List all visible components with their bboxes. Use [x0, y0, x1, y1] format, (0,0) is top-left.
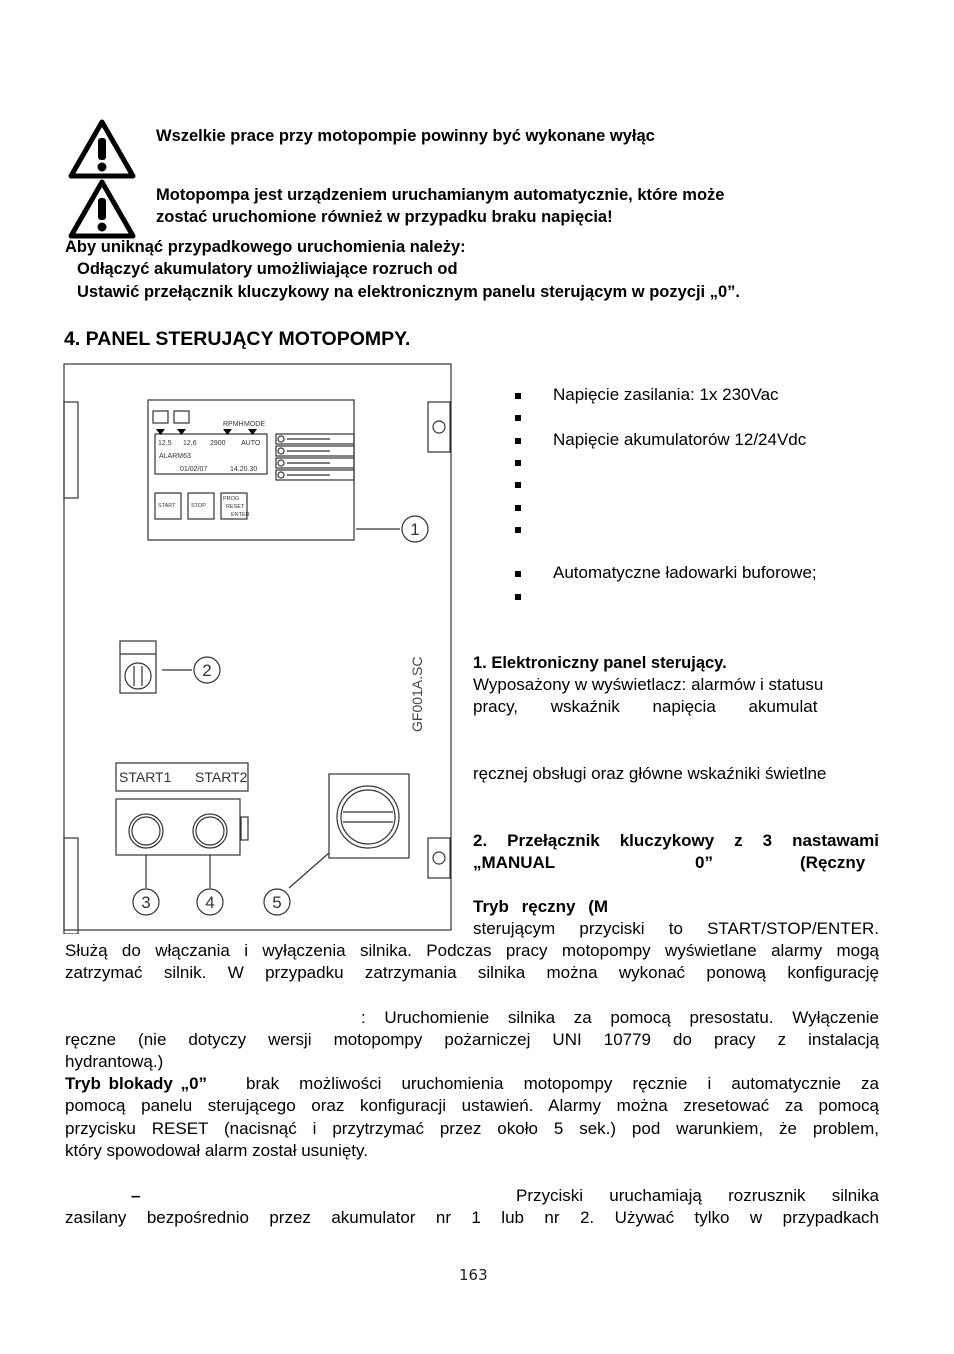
- bullet-marker: [515, 594, 521, 600]
- manual-mode-line-3: zatrzymać silnik. W przypadku zatrzymania silnika można wykonać ponową konfigurację: [65, 963, 879, 982]
- bullet-supply-voltage: Napięcie zasilania: 1x 230Vac: [553, 385, 779, 404]
- item2-manual-pl: (Ręczny: [800, 853, 866, 872]
- item2-line-1: 2. Przełącznik kluczykowy z 3 nastawami: [473, 831, 879, 850]
- section-title: 4. PANEL STERUJĄCY MOTOPOMPY.: [64, 328, 411, 350]
- reset-button-label: RESET: [226, 504, 245, 510]
- auto-mode-line-3: hydrantową.): [65, 1052, 164, 1071]
- warning-line-3: Aby uniknąć przypadkowego uruchomienia należy:: [65, 238, 466, 256]
- warning-line-2b: zostać uruchomione również w przypadku braku napięcia!: [156, 208, 613, 226]
- last-line-1: Przyciski uruchamiają rozrusznik silnika: [516, 1186, 879, 1205]
- block-mode-line-1: brak możliwości uruchomienia motopompy ręcznie i automatycznie za: [246, 1074, 879, 1093]
- bullet-battery-voltage: Napięcie akumulatorów 12/24Vdc: [553, 430, 807, 449]
- manual-mode-line-1: sterującym przyciski to START/STOP/ENTER.: [473, 919, 879, 938]
- display-col-rpmh: RPMH: [223, 421, 244, 428]
- display-col-mode: MODE: [244, 421, 265, 428]
- bullet-marker: [515, 393, 521, 399]
- display-value-2: 12,6: [183, 440, 197, 447]
- block-mode-line-2: pomocą panelu sterującego oraz konfiguracji ustawień. Alarmy można zresetować za pomocą: [65, 1096, 879, 1115]
- bullet-marker: [515, 527, 521, 533]
- warning-line-2a: Motopompa jest urządzeniem uruchamianym automatycznie, które może: [156, 186, 725, 204]
- item2-manual: „MANUAL: [473, 853, 556, 872]
- diagram-code-label: GF001A.SC: [409, 656, 425, 732]
- callout-5: 5: [272, 893, 282, 912]
- display-date: 01/02/07: [180, 466, 208, 473]
- block-mode-line-3: przycisku RESET (nacisnąć i przytrzymać przez około 5 sek.) pod warunkiem, że problem,: [65, 1119, 879, 1138]
- display-value-4: AUTO: [241, 440, 261, 447]
- warning-line-1: Wszelkie prace przy motopompie powinny być wykonane wyłąc: [156, 127, 655, 145]
- manual-mode-heading: Tryb ręczny (M: [473, 897, 609, 916]
- manual-mode-line-2: Służą do włączania i wyłączenia silnika. Podczas pracy motopompy wyświetlane alarmy mogą: [65, 941, 879, 960]
- callout-1: 1: [410, 520, 420, 539]
- callout-2: 2: [202, 661, 212, 680]
- item1-line-3: ręcznej obsługi oraz główne wskaźniki świetlne: [473, 764, 827, 783]
- callout-4: 4: [205, 893, 215, 912]
- control-panel-diagram: [62, 362, 456, 934]
- enter-button-label: ENTER: [231, 512, 250, 518]
- last-line-2: zasilany bezpośrednio przez akumulator nr 1 lub nr 2. Używać tylko w przypadkach: [65, 1208, 879, 1227]
- start-button-label: START: [158, 503, 176, 509]
- start1-label: START1: [119, 769, 172, 785]
- stop-button-label: STOP: [191, 503, 206, 509]
- item1-line-2: pracy, wskaźnik napięcia akumulat: [473, 697, 818, 716]
- block-mode-line-4: który spowodował alarm został usunięty.: [65, 1141, 368, 1160]
- display-value-3: 2900: [210, 440, 226, 447]
- auto-mode-line-1: : Uruchomienie silnika za pomocą presostatu. Wyłączenie: [361, 1008, 879, 1027]
- start2-label: START2: [195, 769, 248, 785]
- item1-line-1: Wyposażony w wyświetlacz: alarmów i statusu: [473, 675, 824, 694]
- prog-button-label: PROG: [223, 496, 240, 502]
- auto-mode-line-2: ręczne (nie dotyczy wersji motopompy pożarniczej UNI 10779 do pracy z instalacją: [65, 1030, 879, 1049]
- bullet-marker: [515, 438, 521, 444]
- bullet-marker: [515, 460, 521, 466]
- display-alarm: ALARM63: [159, 453, 191, 460]
- item2-zero: 0”: [695, 853, 713, 872]
- display-time: 14.20.30: [230, 466, 258, 473]
- callout-3: 3: [141, 893, 151, 912]
- warning-icon: [68, 119, 136, 179]
- bullet-marker: [515, 415, 521, 421]
- bullet-chargers: Automatyczne ładowarki buforowe;: [553, 563, 817, 582]
- display-value-1: 12,5: [158, 440, 172, 447]
- warning-line-5: Ustawić przełącznik kluczykowy na elektronicznym panelu sterującym w pozycji „0”.: [77, 283, 740, 301]
- bullet-marker: [515, 571, 521, 577]
- warning-icon: [68, 179, 136, 239]
- last-dash: –: [131, 1186, 141, 1205]
- bullet-marker: [515, 505, 521, 511]
- block-mode-heading: Tryb blokady „0”: [65, 1074, 208, 1093]
- page-number: 163: [459, 1266, 488, 1284]
- bullet-marker: [515, 482, 521, 488]
- item1-title: 1. Elektroniczny panel sterujący.: [473, 654, 727, 672]
- warning-line-4: Odłączyć akumulatory umożliwiające rozruch od: [77, 260, 458, 278]
